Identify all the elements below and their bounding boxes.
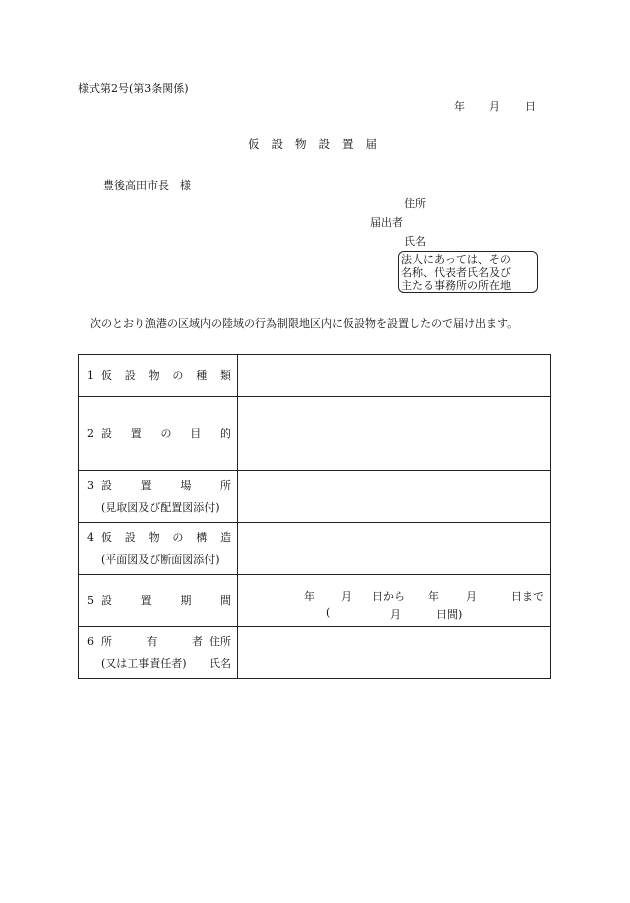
- form-number: 様式第2号(第3条関係): [78, 82, 189, 95]
- corporate-note-line: 主たる事務所の所在地: [401, 279, 511, 292]
- row-value-cell[interactable]: [238, 355, 551, 397]
- corporate-note-line: 法人にあっては、その: [401, 253, 511, 266]
- row-label: [101, 365, 231, 387]
- row-sublabel: (見取図及び配置図添付): [101, 500, 220, 514]
- row-number: 6: [87, 634, 94, 648]
- row-number: 5: [87, 593, 94, 607]
- period-day-from: 日から: [372, 589, 405, 603]
- label-char: の: [172, 368, 184, 382]
- table-row: [79, 523, 551, 575]
- period-duration-month: 月: [390, 607, 401, 621]
- label-char: 種: [196, 368, 208, 382]
- row-label: [101, 423, 231, 445]
- row-label-cell: [79, 575, 238, 627]
- label-char: 物: [148, 530, 160, 544]
- row-label-cell: [79, 397, 238, 471]
- row-value-cell[interactable]: [238, 627, 551, 679]
- label-char: 設: [101, 593, 112, 607]
- applicant-label: 届出者: [370, 216, 403, 229]
- period-month-to: 月: [466, 589, 477, 603]
- row-number: 2: [87, 426, 94, 440]
- row-sublabel-suffix: 氏名: [209, 656, 231, 670]
- label-char: 設: [124, 530, 136, 544]
- row-value-cell[interactable]: [238, 471, 551, 523]
- period-year-from: 年: [304, 589, 315, 603]
- name-label: 氏名: [404, 235, 426, 248]
- row-label-cell: [79, 523, 238, 575]
- address-label: 住所: [404, 197, 426, 210]
- label-char: 設: [101, 426, 112, 440]
- row-label: [101, 631, 209, 653]
- date-year-label: 年: [454, 100, 465, 113]
- label-char: 置: [140, 593, 152, 607]
- document-title: 仮設物設置届: [248, 137, 389, 151]
- row-value-cell[interactable]: [238, 397, 551, 471]
- label-char: 目: [190, 426, 202, 440]
- label-char: 置: [140, 478, 152, 492]
- label-char: 的: [220, 426, 231, 440]
- table-row: [79, 397, 551, 471]
- row-label-cell: [79, 627, 238, 679]
- label-char: 所: [219, 478, 231, 492]
- row-label: [101, 590, 231, 612]
- label-char: の: [160, 426, 172, 440]
- label-char: 置: [130, 426, 142, 440]
- corporate-note-bracket: [398, 251, 538, 293]
- label-char: の: [172, 530, 184, 544]
- addressee: 豊後高田市長 様: [103, 179, 191, 192]
- label-char: 期: [180, 593, 192, 607]
- statement-text: 次のとおり漁港の区域内の陸域の行為制限地区内に仮設物を設置したので届け出ます。: [90, 317, 519, 330]
- label-char: 造: [219, 530, 231, 544]
- period-day-to: 日まで: [511, 589, 544, 603]
- label-char: 者: [192, 634, 203, 648]
- table-row: [79, 575, 551, 627]
- label-char: 設: [124, 368, 136, 382]
- period-cell[interactable]: [238, 575, 551, 627]
- label-char: 仮: [101, 368, 112, 382]
- label-char: 物: [148, 368, 160, 382]
- table-row: [79, 355, 551, 397]
- label-char: 所: [101, 634, 112, 648]
- row-label-cell: [79, 355, 238, 397]
- label-char: 構: [196, 530, 208, 544]
- row-number: 4: [87, 530, 94, 544]
- row-number: 1: [87, 368, 94, 382]
- label-char: 有: [146, 634, 158, 648]
- period-year-to: 年: [428, 589, 439, 603]
- table-row: [79, 627, 551, 679]
- row-value-cell[interactable]: [238, 523, 551, 575]
- row-sublabel: (又は工事責任者): [101, 656, 187, 670]
- period-duration-day: 日間): [436, 607, 463, 621]
- date-day-label: 日: [525, 100, 536, 113]
- period-paren-open: (: [326, 605, 331, 619]
- row-label-cell: [79, 471, 238, 523]
- row-label: [101, 527, 231, 549]
- label-char: 仮: [101, 530, 112, 544]
- label-char: 類: [219, 368, 231, 382]
- label-char: 間: [219, 593, 231, 607]
- date-month-label: 月: [489, 100, 500, 113]
- row-label-suffix: 住所: [209, 634, 231, 648]
- table-row: [79, 471, 551, 523]
- form-table: [78, 354, 551, 679]
- row-label: [101, 475, 231, 497]
- row-sublabel: (平面図及び断面図添付): [101, 552, 220, 566]
- label-char: 設: [101, 478, 112, 492]
- corporate-note-line: 名称、代表者氏名及び: [401, 266, 511, 279]
- row-number: 3: [87, 478, 94, 492]
- period-month-from: 月: [341, 589, 352, 603]
- label-char: 場: [180, 478, 192, 492]
